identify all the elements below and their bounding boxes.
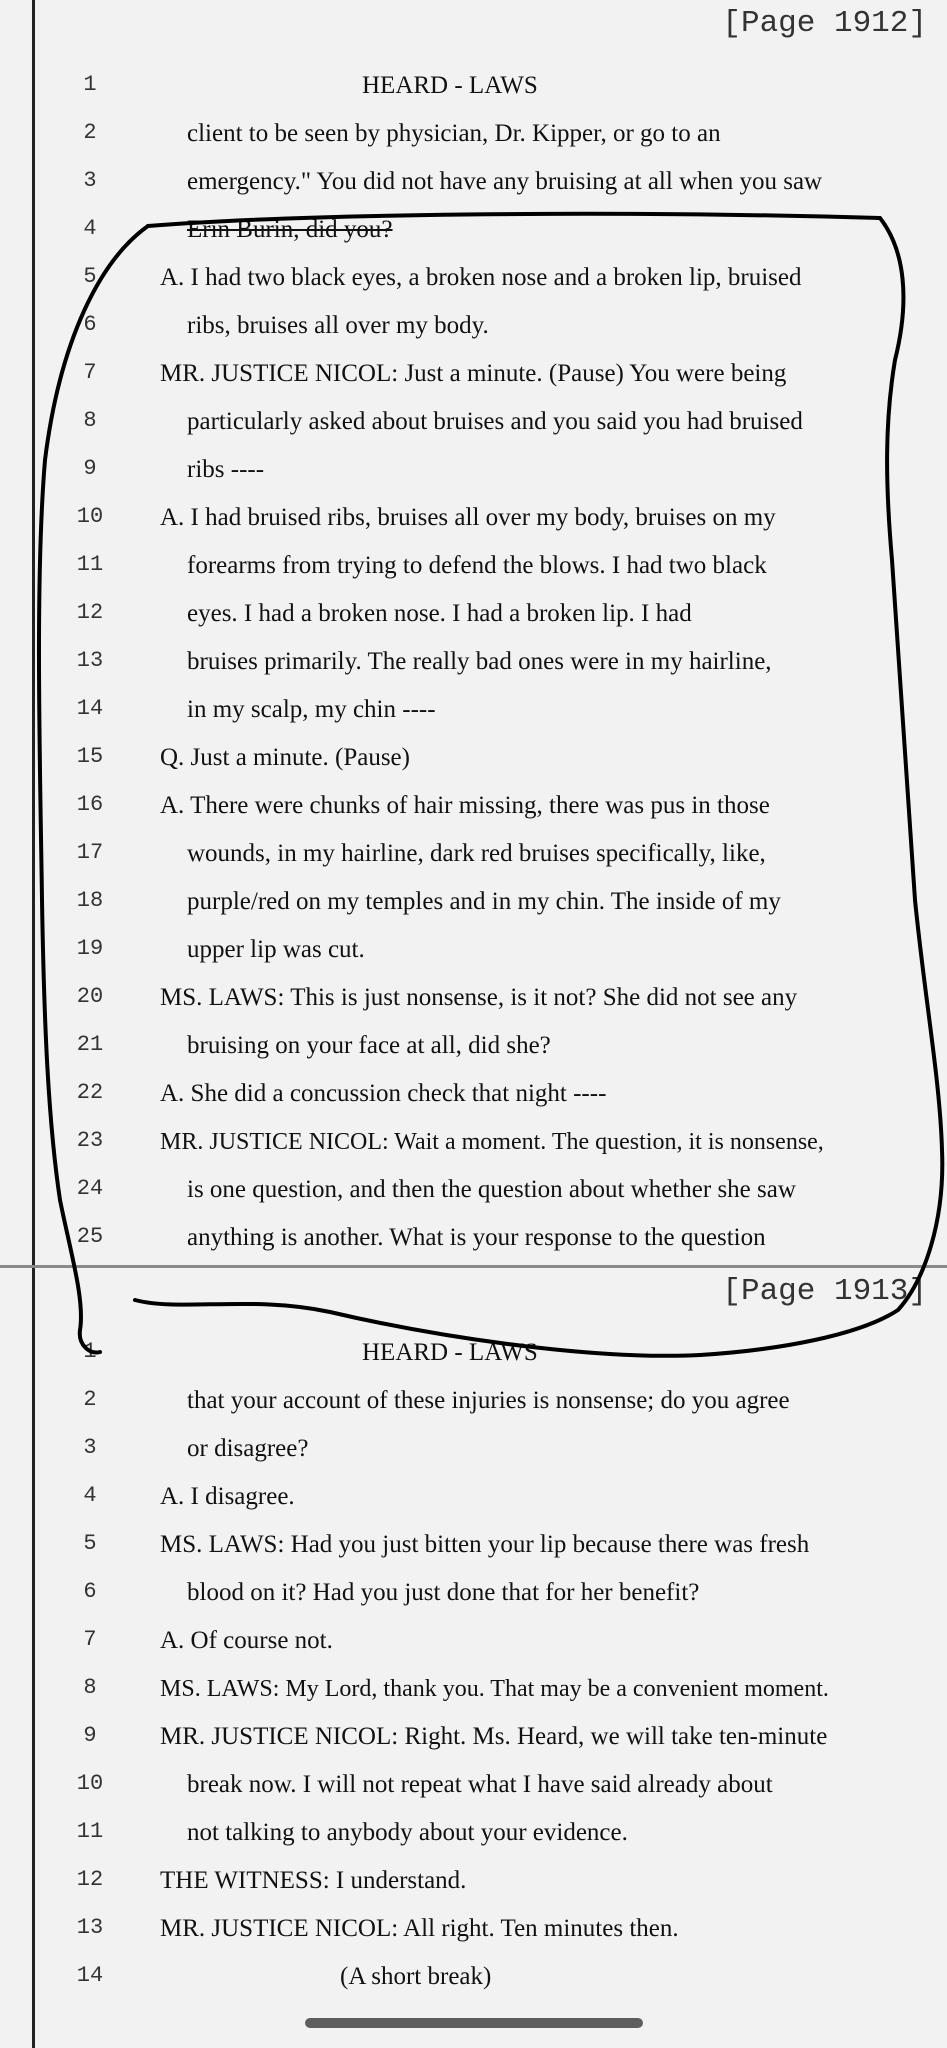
line-number: 23 (76, 1128, 104, 1153)
transcript-line (0, 160, 947, 208)
line-number: 5 (83, 1531, 97, 1556)
line-text: A. I had bruised ribs, bruises all over my body, bruises on my (160, 504, 776, 531)
transcript-line (0, 1859, 947, 1907)
page-header: HEARD - LAWS (362, 72, 538, 99)
page-number-label: [Page 1912] (722, 6, 927, 41)
line-text: client to be seen by physician, Dr. Kipper, or go to an (187, 120, 721, 147)
line-number: 21 (76, 1032, 104, 1057)
transcript-line (0, 784, 947, 832)
line-text: MS. LAWS: This is just nonsense, is it not? She did not see any (160, 984, 798, 1011)
line-number: 2 (83, 1387, 97, 1412)
line-number: 14 (76, 696, 104, 721)
line-number: 8 (83, 408, 97, 433)
line-text: MS. LAWS: My Lord, thank you. That may be a convenient moment. (160, 1676, 829, 1702)
line-text: or disagree? (187, 1435, 309, 1462)
line-text: MR. JUSTICE NICOL: Right. Ms. Heard, we will take ten-minute (160, 1723, 828, 1750)
line-number: 18 (76, 888, 104, 913)
transcript-line (0, 1379, 947, 1427)
line-number: 20 (76, 984, 104, 1009)
transcript-line (0, 64, 947, 112)
line-number: 13 (76, 648, 104, 673)
transcript-line (0, 1072, 947, 1120)
home-indicator-bar[interactable] (305, 2018, 643, 2028)
line-text: is one question, and then the question about whether she saw (187, 1176, 796, 1203)
line-number: 13 (76, 1915, 104, 1940)
line-text: bruises primarily. The really bad ones were in my hairline, (187, 648, 772, 675)
line-text: MR. JUSTICE NICOL: All right. Ten minutes then. (160, 1915, 679, 1942)
page-header: HEARD - LAWS (362, 1339, 538, 1366)
transcript-line (0, 1811, 947, 1859)
transcript-line (0, 736, 947, 784)
line-text: MR. JUSTICE NICOL: Just a minute. (Pause) You were being (160, 360, 787, 387)
line-text: A. I had two black eyes, a broken nose and a broken lip, bruised (160, 264, 802, 291)
line-number: 8 (83, 1675, 97, 1700)
line-number: 3 (83, 168, 97, 193)
transcript-line (0, 496, 947, 544)
transcript-line (0, 1763, 947, 1811)
transcript-line (0, 1571, 947, 1619)
transcript-line (0, 928, 947, 976)
line-number: 25 (76, 1224, 104, 1249)
line-text: particularly asked about bruises and you said you had bruised (187, 408, 803, 435)
line-text: break now. I will not repeat what I have said already about (187, 1771, 773, 1798)
line-text: blood on it? Had you just done that for her benefit? (187, 1579, 700, 1606)
line-number: 12 (76, 1867, 104, 1892)
line-number: 6 (83, 312, 97, 337)
line-text: Q. Just a minute. (Pause) (160, 744, 410, 771)
transcript-line (0, 688, 947, 736)
transcript-page-1913 (0, 1268, 947, 2048)
line-number: 1 (83, 72, 97, 97)
transcript-line (0, 352, 947, 400)
transcript-line (0, 1475, 947, 1523)
transcript-line (0, 256, 947, 304)
transcript-line (0, 1619, 947, 1667)
line-number: 4 (83, 1483, 97, 1508)
line-number: 24 (76, 1176, 104, 1201)
line-text: in my scalp, my chin ---- (187, 696, 436, 723)
transcript-line (0, 448, 947, 496)
line-text: MS. LAWS: Had you just bitten your lip because there was fresh (160, 1531, 810, 1558)
transcript-line (0, 1955, 947, 2003)
line-number: 10 (76, 504, 104, 529)
line-text: A. Of course not. (160, 1627, 333, 1654)
transcript-line (0, 1907, 947, 1955)
line-number: 11 (76, 1819, 104, 1844)
transcript-line (0, 1427, 947, 1475)
transcript-line (0, 1024, 947, 1072)
line-number: 10 (76, 1771, 104, 1796)
line-text-struck: Erin Burin, did you? (187, 216, 393, 243)
transcript-line (0, 304, 947, 352)
transcript-line (0, 208, 947, 256)
line-number: 5 (83, 264, 97, 289)
line-text: MR. JUSTICE NICOL: Wait a moment. The question, it is nonsense, (160, 1129, 824, 1155)
line-number: 19 (76, 936, 104, 961)
line-text: A. She did a concussion check that night ---- (160, 1080, 607, 1107)
transcript-line (0, 880, 947, 928)
line-text: forearms from trying to defend the blows. I had two black (187, 552, 767, 579)
line-number: 1 (83, 1339, 97, 1364)
line-text: (A short break) (340, 1963, 492, 1990)
transcript-line (0, 544, 947, 592)
transcript-line (0, 1715, 947, 1763)
line-text: upper lip was cut. (187, 936, 365, 963)
line-number: 7 (83, 1627, 97, 1652)
line-text: THE WITNESS: I understand. (160, 1867, 467, 1894)
transcript-line (0, 1168, 947, 1216)
line-number: 22 (76, 1080, 104, 1105)
line-text: purple/red on my temples and in my chin. The inside of my (187, 888, 781, 915)
transcript-line (0, 400, 947, 448)
line-number: 15 (76, 744, 104, 769)
line-text: anything is another. What is your response to the question (187, 1224, 766, 1251)
line-text: A. There were chunks of hair missing, there was pus in those (160, 792, 770, 819)
line-number: 3 (83, 1435, 97, 1460)
transcript-line (0, 976, 947, 1024)
line-text: A. I disagree. (160, 1483, 295, 1510)
line-number: 11 (76, 552, 104, 577)
line-number: 4 (83, 216, 97, 241)
line-text: bruising on your face at all, did she? (187, 1032, 551, 1059)
page-number-label: [Page 1913] (722, 1274, 927, 1309)
line-text: that your account of these injuries is nonsense; do you agree (187, 1387, 790, 1414)
line-number: 12 (76, 600, 104, 625)
transcript-line (0, 1216, 947, 1264)
line-text: ribs, bruises all over my body. (187, 312, 489, 339)
line-number: 17 (76, 840, 104, 865)
line-number: 9 (83, 1723, 97, 1748)
line-number: 7 (83, 360, 97, 385)
line-number: 2 (83, 120, 97, 145)
line-number: 6 (83, 1579, 97, 1604)
line-text: emergency." You did not have any bruising at all when you saw (187, 168, 823, 195)
transcript-line (0, 112, 947, 160)
line-text: wounds, in my hairline, dark red bruises specifically, like, (187, 840, 766, 867)
transcript-line (0, 592, 947, 640)
line-text: ribs ---- (187, 456, 265, 483)
transcript-line (0, 1667, 947, 1715)
line-number: 14 (76, 1963, 104, 1988)
line-number: 9 (83, 456, 97, 481)
line-text: not talking to anybody about your evidence. (187, 1819, 628, 1846)
transcript-line (0, 640, 947, 688)
line-text: eyes. I had a broken nose. I had a broken lip. I had (187, 600, 692, 627)
transcript-line (0, 1331, 947, 1379)
transcript-line (0, 832, 947, 880)
transcript-line (0, 1120, 947, 1168)
line-number: 16 (76, 792, 104, 817)
transcript-line (0, 1523, 947, 1571)
